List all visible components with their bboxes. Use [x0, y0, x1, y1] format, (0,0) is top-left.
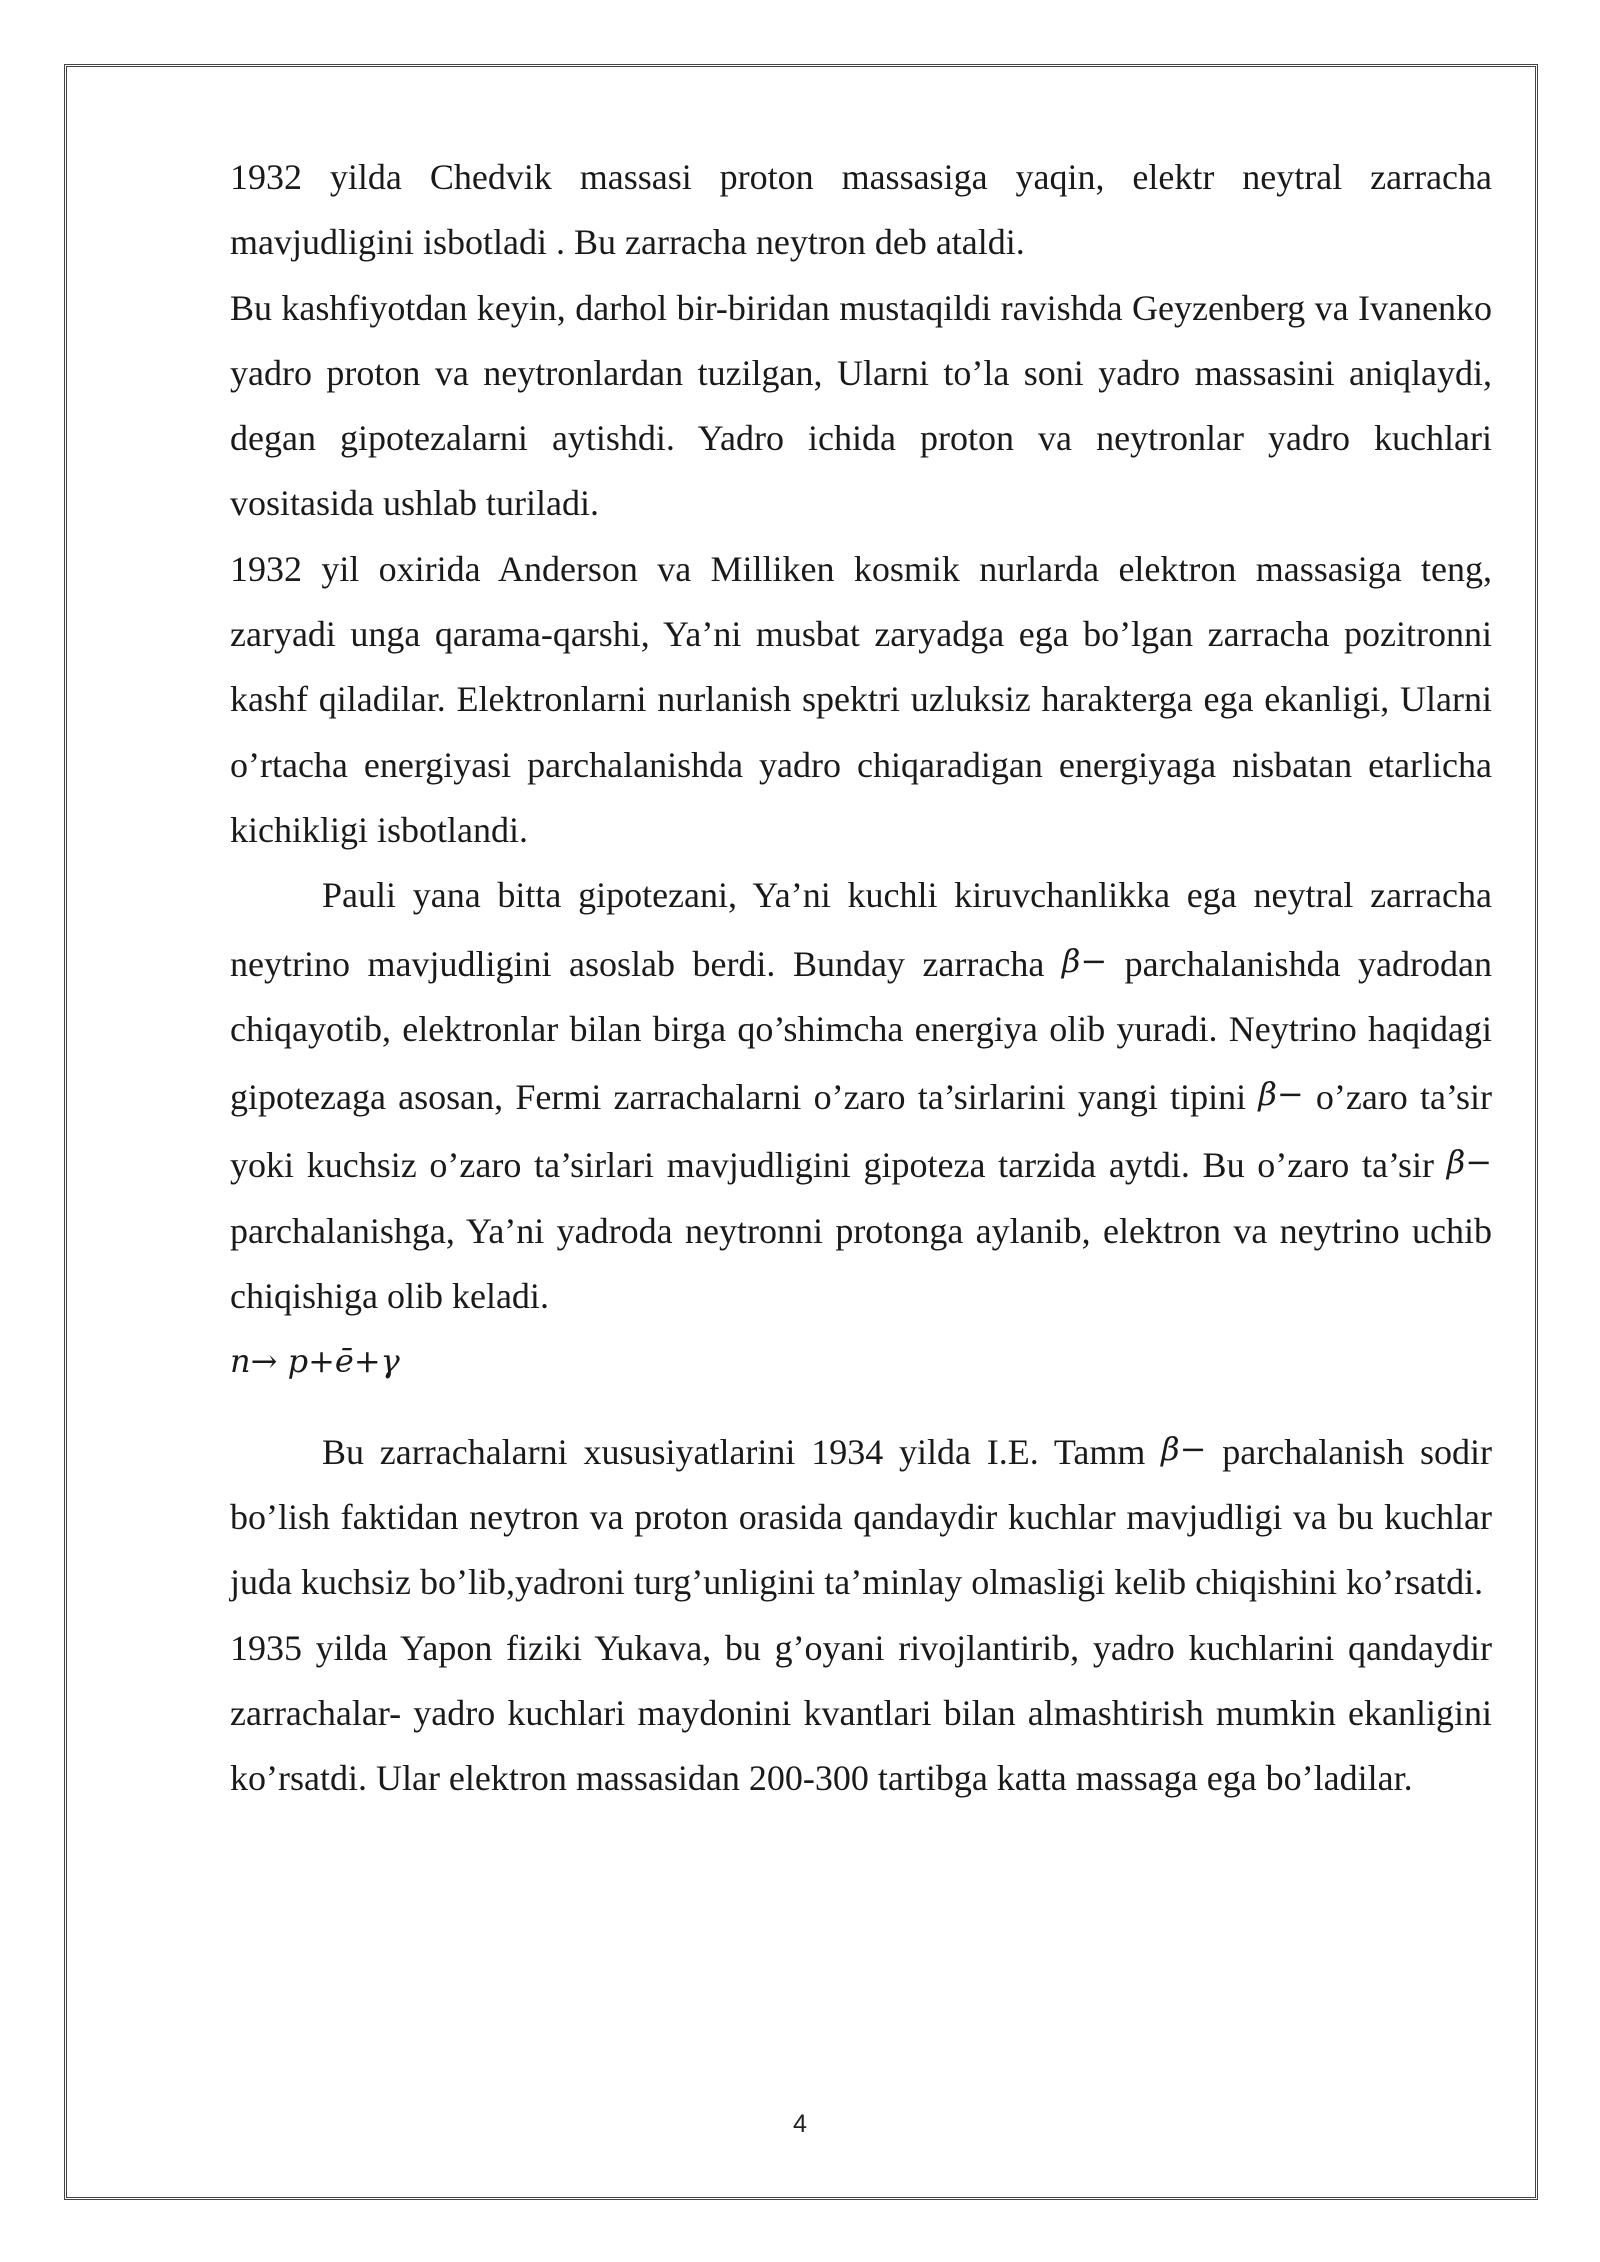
beta-minus-symbol: β− [1061, 941, 1108, 980]
decay-formula [230, 1329, 1492, 1394]
formula-products: p+ē+γ [277, 1342, 400, 1381]
tamm-text-2: parchalanish sodir bo’lish faktidan neytron va proton orasida qandaydir kuchlar mavjudligi va bu kuchlar juda kuchsiz bo’lib,yadroni turg’unligini ta’minlay olmasligi kelib chiqishini ko’rsatdi. [230, 1431, 1492, 1603]
paragraph-chadwick: 1932 yilda Chedvik massasi proton massasiga yaqin, elektr neytral zarracha mavjudligini isbotladi . Bu zarracha neytron deb ataldi. [230, 157, 1492, 263]
beta-minus-symbol: β− [1258, 1075, 1304, 1114]
pauli-text-1: Pauli yana bitta gipotezani, Ya’ni kuchli kiruvchanlikka ega neytral zarracha neytrino mavjudligini asoslab berdi. Bunday zarracha [230, 875, 1492, 984]
paragraph-tamm [230, 1417, 1492, 1616]
beta-minus-symbol: β− [1446, 1143, 1492, 1182]
page-number: 4 [793, 2110, 807, 2138]
paragraph-heisenberg-ivanenko: Bu kashfiyotdan keyin, darhol bir-biridan mustaqildi ravishda Geyzenberg va Ivanenko yadro proton va neytronlardan tuzilgan, Ularni to’la soni yadro massasini aniqlaydi, degan gipotezalarni aytishdi. Yadro ichida proton va neytronlar yadro kuchlari vositasida ushlab turiladi. [230, 287, 1492, 524]
paragraph-anderson-millikan: 1932 yil oxirida Anderson va Milliken kosmik nurlarda elektron massasiga teng, zaryadi unga qarama-qarshi, Ya’ni musbat zaryadga ega bo’lgan zarracha pozitronni kashf qiladilar. Elektronlarni nurlanish spektri uzluksiz harakterga ega ekanligi, Ularni o’rtacha energiyasi parchalanishda yadro chiqaradigan energiyaga nisbatan etarlicha kichikligi isbotlandi. [230, 548, 1492, 850]
spacer [230, 1395, 1492, 1417]
document-body [230, 145, 1492, 1811]
pauli-text-2: parchalanishda yadrodan chiqayotib, elektronlar bilan birga qo’shimcha energiya olib yuradi. Neytrino haqidagi gipotezaga asosan, Fermi zarrachalarni o’zaro ta’sirlarini yangi tipini [230, 943, 1492, 1118]
paragraph-pauli-neutrino [230, 863, 1492, 1329]
formula-neutron: n [230, 1342, 251, 1381]
beta-minus-symbol: β− [1161, 1429, 1207, 1468]
tamm-text-1: Bu zarrachalarni xususiyatlarini 1934 yilda I.E. Tamm [322, 1431, 1162, 1472]
formula-arrow: → [250, 1342, 278, 1381]
paragraph-yukawa: 1935 yilda Yapon fiziki Yukava, bu g’oyani rivojlantirib, yadro kuchlarini qandaydir zarrachalar- yadro kuchlari maydonini kvantlari bilan almashtirish mumkin ekanligini ko’rsatdi. Ular elektron massasidan 200-300 tartibga katta massaga ega bo’ladilar. [230, 1627, 1492, 1799]
pauli-text-3: o’zaro ta’sir yoki kuchsiz o’zaro ta’sirlari mavjudligini gipoteza tarzida aytdi. Bu o’zaro ta’sir [230, 1077, 1493, 1186]
pauli-text-4: parchalanishga, Ya’ni yadroda neytronni protonga aylanib, elektron va neytrino uchib chiqishiga olib keladi. [230, 1210, 1492, 1317]
